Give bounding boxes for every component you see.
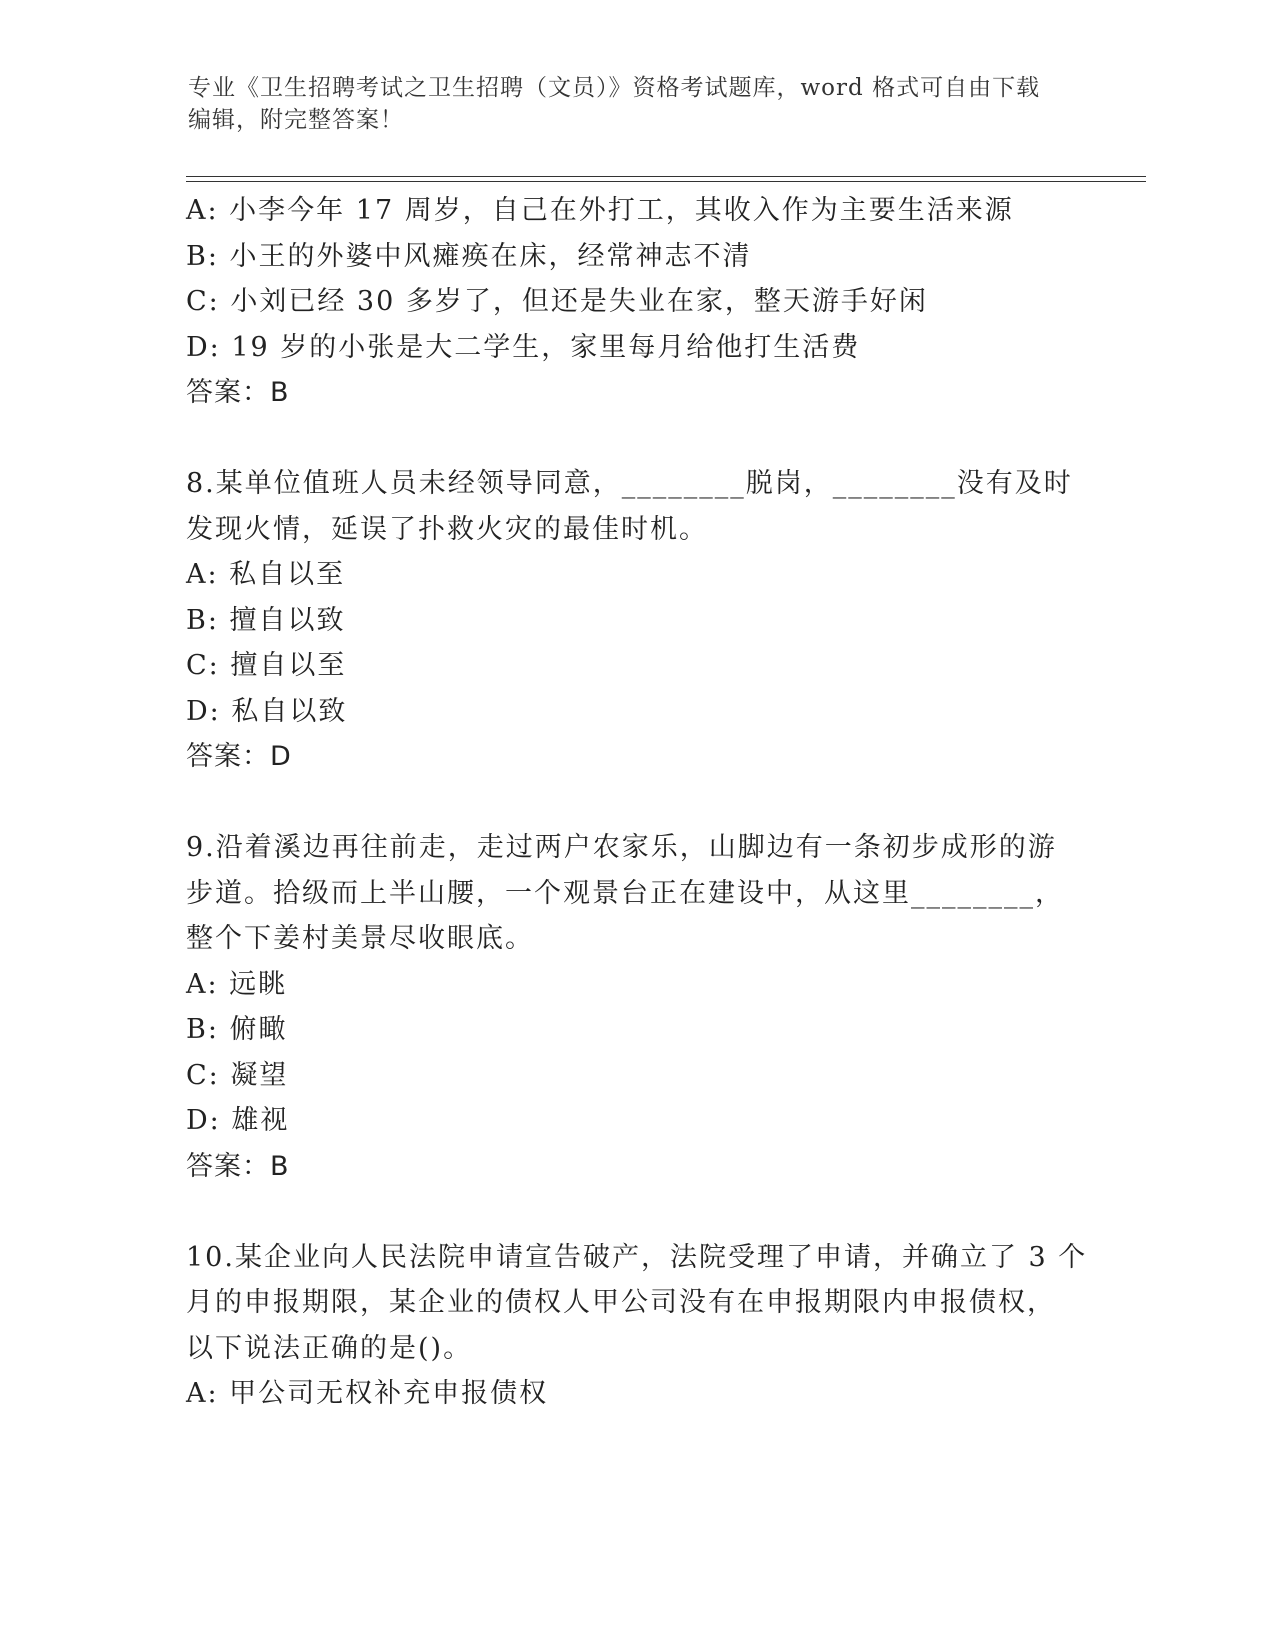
q7-option-a: A: 小李今年 17 周岁，自己在外打工，其收入作为主要生活来源 <box>186 195 1014 226</box>
q8-stem-line-2: 发现火情，延误了扑救火灾的最佳时机。 <box>186 513 708 545</box>
q8-option-a: A: 私自以至 <box>186 559 346 590</box>
header-divider-top <box>186 176 1146 177</box>
q8-answer: 答案：D <box>186 741 292 772</box>
spacer <box>186 780 1086 826</box>
q9-option-d: D: 雄视 <box>186 1105 290 1136</box>
q7-option-b: B: 小王的外婆中风瘫痪在床，经常神志不清 <box>186 240 752 272</box>
q7-answer: 答案：B <box>186 377 290 408</box>
q9-option-c: C: 凝望 <box>186 1059 289 1091</box>
spacer <box>186 416 1086 462</box>
q8-option-d: D: 私自以致 <box>186 695 348 727</box>
q10-option-a: A: 甲公司无权补充申报债权 <box>186 1378 549 1409</box>
spacer <box>186 1189 1086 1235</box>
q7-option-d: D: 19 岁的小张是大二学生，家里每月给他打生活费 <box>186 331 861 363</box>
q9-option-a: A: 远眺 <box>186 968 288 1000</box>
q9-option-b: B: 俯瞰 <box>186 1014 288 1045</box>
q9-stem-line-3: 整个下姜村美景尽收眼底。 <box>186 923 534 954</box>
document-header <box>188 72 1088 136</box>
header-line-2: 编辑，附完整答案！ <box>188 107 404 133</box>
question-9 <box>186 825 1086 1189</box>
q8-option-b: B: 擅自以致 <box>186 604 346 636</box>
q10-stem-line-3: 以下说法正确的是()。 <box>186 1332 473 1364</box>
header-line-1: 专业《卫生招聘考试之卫生招聘（文员）》资格考试题库，word 格式可自由下载 <box>188 75 1041 101</box>
q7-option-c: C: 小刘已经 30 多岁了，但还是失业在家，整天游手好闲 <box>186 286 928 317</box>
q10-stem-line-1: 10.某企业向人民法院申请宣告破产，法院受理了申请，并确立了 3 个 <box>186 1241 1088 1273</box>
q10-stem-line-2: 月的申报期限，某企业的债权人甲公司没有在申报期限内申报债权， <box>186 1287 1056 1318</box>
question-content <box>186 188 1086 1417</box>
q9-answer: 答案：B <box>186 1150 290 1182</box>
q8-stem-line-1: 8.某单位值班人员未经领导同意，________脱岗，________没有及时 <box>186 468 1073 499</box>
header-divider-bottom <box>186 181 1146 182</box>
q9-stem-line-1: 9.沿着溪边再往前走，走过两户农家乐，山脚边有一条初步成形的游 <box>186 832 1057 863</box>
q8-option-c: C: 擅自以至 <box>186 650 347 681</box>
question-10 <box>186 1235 1086 1417</box>
question-8 <box>186 461 1086 780</box>
question-7 <box>186 188 1086 416</box>
q9-stem-line-2: 步道。拾级而上半山腰，一个观景台正在建设中，从这里________， <box>186 877 1064 909</box>
